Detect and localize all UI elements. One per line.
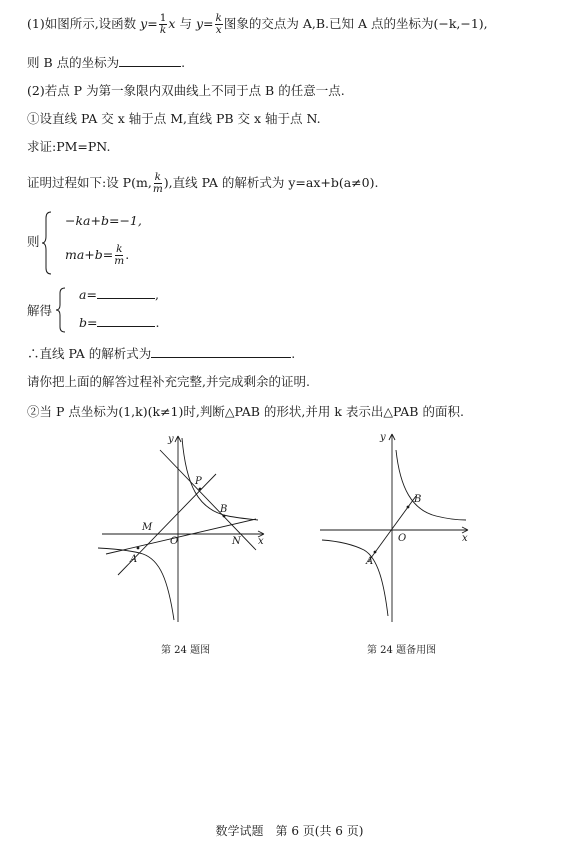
fig1-label-b: B (220, 504, 228, 515)
fig1-label-x: x (258, 536, 264, 547)
system1-eq2-end: . (125, 247, 130, 262)
q1-eq2-lhs: y= (195, 16, 214, 31)
q1-line2-period: . (181, 55, 186, 70)
q1-frac2 (215, 13, 223, 36)
q1-frac1-num: 1 (159, 12, 167, 24)
answer-blank-pa (151, 346, 291, 358)
q2-proof-line (27, 172, 378, 195)
system2-solve: 解得 (27, 303, 53, 318)
point-a (137, 547, 140, 550)
fig1-label-m: M (142, 522, 153, 533)
hyperbola-lower-branch (322, 540, 388, 616)
answer-blank-b-value (97, 315, 155, 327)
q1-frac2-den: x (215, 24, 222, 36)
q1-frac1-den: k (159, 24, 167, 36)
fig2-label-y: y (380, 432, 386, 443)
fig1-label-a: A (130, 554, 138, 565)
line-pa-period: . (291, 346, 296, 361)
system1-frac (114, 244, 124, 267)
q1-conj: 与 (179, 16, 192, 31)
proof-end: ),直线 PA 的解析式为 y=ax+b(a≠0). (163, 175, 379, 190)
answer-blank-a (97, 287, 155, 299)
q1-text-start: (1)如图所示,设函数 (27, 16, 137, 31)
fig2-label-b: B (414, 494, 422, 505)
figure-1-graph (98, 430, 278, 630)
point-b (407, 506, 410, 509)
proof-frac (153, 172, 163, 195)
line-pb (160, 450, 256, 550)
system1-frac-num: k (116, 243, 123, 255)
q2-sub2: ②当 P 点坐标为(1,k)(k≠1)时,判断△PAB 的形状,并用 k 表示出△PAB 的面积. (27, 404, 464, 419)
equation-system-1 (27, 210, 327, 276)
q1-frac2-num: k (215, 12, 222, 24)
brace-left-icon (41, 210, 53, 276)
system1-then: 则 (27, 234, 40, 249)
figure-1 (98, 430, 278, 633)
q1-line2 (27, 55, 185, 71)
system1-frac-den: m (114, 255, 125, 267)
fig2-label-x: x (462, 533, 468, 544)
fig1-label-n: N (232, 536, 241, 547)
q2-prove: 求证:PM=PN. (27, 139, 111, 154)
figure-2-graph (316, 428, 476, 628)
fig2-label-o: O (398, 533, 407, 544)
fig1-label-p: P (195, 476, 202, 487)
point-a (374, 551, 377, 554)
fig1-label-o: O (170, 536, 179, 547)
system2-eq2-end: . (155, 315, 160, 330)
q2-line-pa (27, 346, 295, 362)
q2-complete: 请你把上面的解答过程补充完整,并完成剩余的证明. (27, 374, 310, 389)
proof-frac-den: m (152, 183, 163, 195)
answer-blank-b (119, 55, 181, 67)
line-pa-label: ∴直线 PA 的解析式为 (27, 346, 152, 361)
system2-a-label: a= (79, 287, 97, 302)
proof-start: 证明过程如下:设 P(m, (27, 175, 152, 190)
brace-left-icon (55, 286, 67, 334)
system2-eq2 (79, 315, 159, 330)
point-b (223, 515, 226, 518)
fig2-label-a: A (366, 556, 374, 567)
q1-eq1-lhs: y= (140, 16, 158, 31)
figure-2 (316, 428, 476, 631)
q2-intro: (2)若点 P 为第一象限内双曲线上不同于点 B 的任意一点. (27, 83, 345, 98)
q2-sub1: ①设直线 PA 交 x 轴于点 M,直线 PB 交 x 轴于点 N. (27, 111, 321, 126)
figure-1-caption: 第 24 题图 (161, 645, 211, 656)
q1-line1 (27, 13, 488, 36)
q1-eq1-rhs: x (168, 16, 176, 31)
system2-eq1-end: , (154, 287, 159, 302)
system1-eq2 (65, 244, 129, 267)
page-footer: 数学试题 第 6 页(共 6 页) (215, 824, 364, 838)
q1-b-coord-label: 则 B 点的坐标为 (27, 55, 120, 70)
system2-eq1 (79, 287, 159, 302)
q1-text-end: 图象的交点为 A,B.已知 A 点的坐标为(−k,−1), (223, 16, 488, 31)
proof-frac-num: k (154, 171, 161, 183)
system2-b-label: b= (79, 315, 98, 330)
system1-eq1: −ka+b=−1, (65, 213, 142, 228)
equation-system-2 (27, 286, 327, 334)
q1-frac1 (159, 13, 168, 36)
system1-eq2-lhs: ma+b= (65, 247, 114, 262)
point-p (199, 488, 202, 491)
fig1-label-y: y (168, 434, 174, 445)
figure-2-caption: 第 24 题备用图 (367, 645, 437, 656)
